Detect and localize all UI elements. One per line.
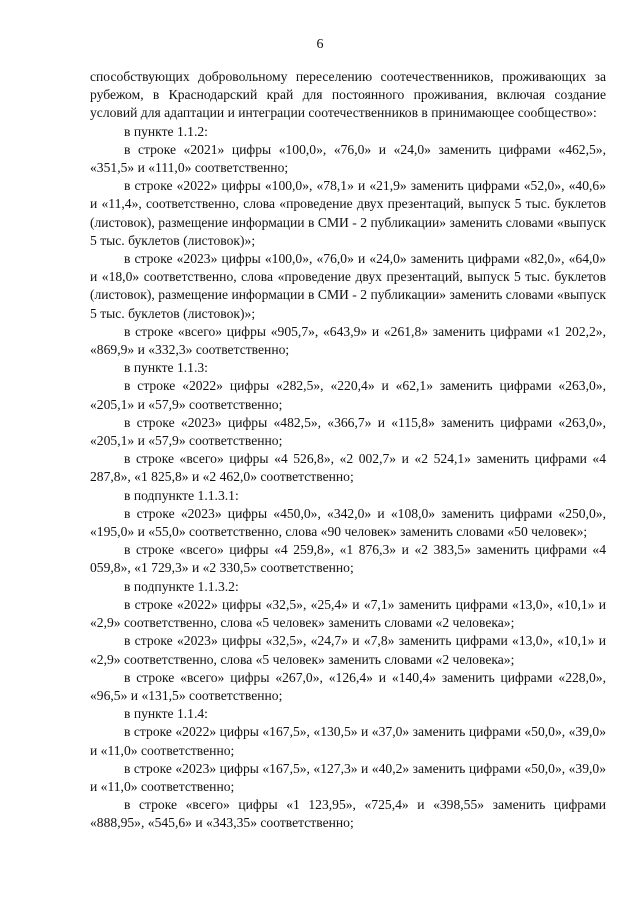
paragraph: в строке «2022» цифры «32,5», «25,4» и «7,1» заменить цифрами «13,0», «10,1» и «2,9» соответственно, слова «5 человек» заменить словами «2 человека»; bbox=[90, 596, 606, 631]
document-body bbox=[90, 68, 606, 833]
paragraph: в подпункте 1.1.3.2: bbox=[124, 578, 239, 594]
page-number: 6 bbox=[316, 37, 324, 52]
paragraph: в пункте 1.1.2: bbox=[124, 123, 208, 139]
paragraph: в строке «всего» цифры «4 259,8», «1 876,3» и «2 383,5» заменить цифрами «4 059,8», «1 729,3» и «2 330,5» соответственно; bbox=[90, 542, 606, 576]
paragraph: в строке «всего» цифры «1 123,95», «725,4» и «398,55» заменить цифрами «888,95», «545,6» и «343,35» соответственно; bbox=[90, 797, 606, 831]
paragraph: в подпункте 1.1.3.1: bbox=[124, 487, 239, 503]
paragraph: в строке «2023» цифры «482,5», «366,7» и «115,8» заменить цифрами «263,0», «205,1» и «57,9» соответственно; bbox=[90, 414, 606, 449]
paragraph: в строке «2022» цифры «100,0», «78,1» и «21,9» заменить цифрами «52,0», «40,6» и «11,4», соответственно, слова «проведение двух презентаций, выпуск 5 тыс. буклетов (листовок), размещение информации в СМИ - 2 публикации» заменить словами «выпуск 5 тыс. буклетов (листовок)»; bbox=[90, 178, 606, 248]
paragraph: в строке «2022» цифры «282,5», «220,4» и «62,1» заменить цифрами «263,0», «205,1» и «57,9» соответственно; bbox=[90, 378, 606, 412]
paragraph: в строке «2022» цифры «167,5», «130,5» и «37,0» заменить цифрами «50,0», «39,0» и «11,0» соответственно; bbox=[90, 724, 606, 758]
paragraph: в строке «всего» цифры «4 526,8», «2 002,7» и «2 524,1» заменить цифрами «4 287,8», «1 825,8» и «2 462,0» соответственно; bbox=[90, 451, 606, 485]
paragraph: в строке «2023» цифры «100,0», «76,0» и «24,0» заменить цифрами «82,0», «64,0» и «18,0» соответственно, слова «проведение двух презентаций, выпуск 5 тыс. буклетов (листовок), размещение информации в СМИ - 2 публикации» заменить словами «выпуск 5 тыс. буклетов (листовок)»; bbox=[90, 251, 606, 321]
paragraph: способствующих добровольному переселению соотечественников, проживающих за рубежом, в Краснодарский край для постоянного проживания, включая создание условий для адаптации и интеграции соотечественников в принимающее сообщество»: bbox=[90, 69, 606, 121]
paragraph: в пункте 1.1.4: bbox=[124, 706, 208, 722]
paragraph: в строке «2021» цифры «100,0», «76,0» и «24,0» заменить цифрами «462,5», «351,5» и «111,0» соответственно; bbox=[90, 141, 606, 176]
paragraph: в строке «2023» цифры «450,0», «342,0» и «108,0» заменить цифрами «250,0», «195,0» и «55,0» соответственно, слова «90 человек» заменить словами «50 человек»; bbox=[90, 505, 606, 540]
paragraph: в пункте 1.1.3: bbox=[124, 360, 208, 376]
paragraph: в строке «2023» цифры «32,5», «24,7» и «7,8» заменить цифрами «13,0», «10,1» и «2,9» соответственно, слова «5 человек» заменить словами «2 человека»; bbox=[90, 633, 606, 667]
paragraph: в строке «всего» цифры «267,0», «126,4» и «140,4» заменить цифрами «228,0», «96,5» и «131,5» соответственно; bbox=[90, 669, 606, 703]
paragraph: в строке «2023» цифры «167,5», «127,3» и «40,2» заменить цифрами «50,0», «39,0» и «11,0» соответственно; bbox=[90, 760, 606, 794]
paragraph: в строке «всего» цифры «905,7», «643,9» и «261,8» заменить цифрами «1 202,2», «869,9» и «332,3» соответственно; bbox=[90, 323, 606, 358]
